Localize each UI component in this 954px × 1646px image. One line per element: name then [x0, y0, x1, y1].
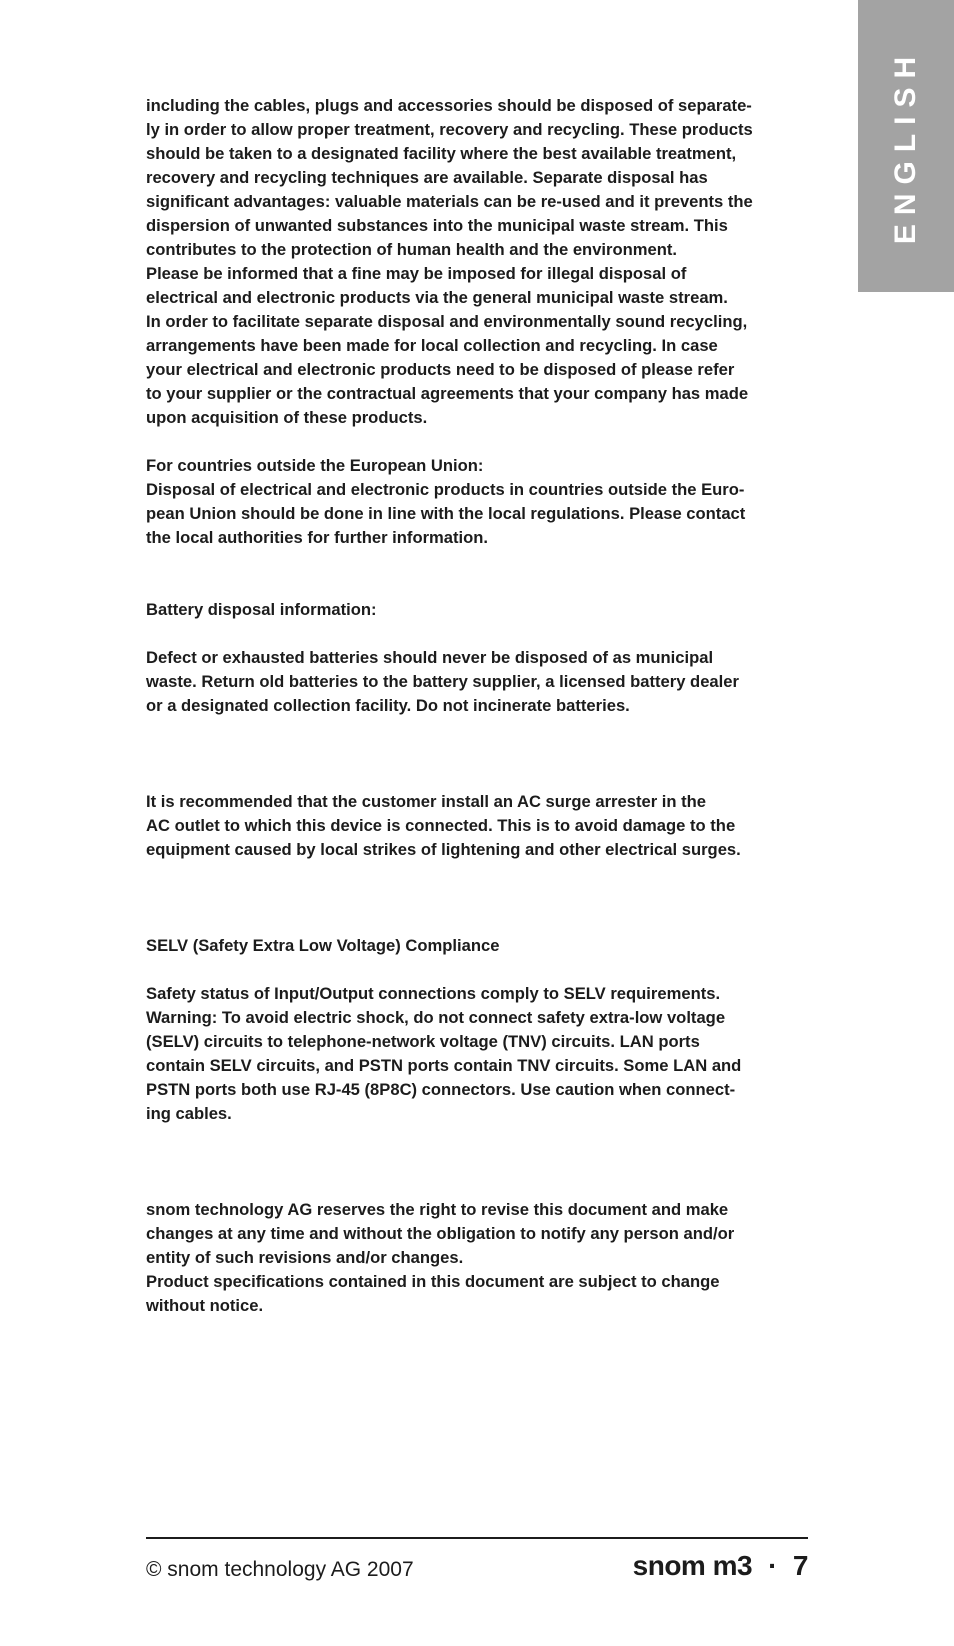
surge-paragraph: It is recommended that the customer install an AC surge arrester in the AC outlet to which this device is connected. This is to avoid damage to the equipment caused by local strikes of lightening and other electrical surges.: [146, 792, 741, 859]
footer-separator: ·: [768, 1550, 777, 1581]
language-label: ENGLISH: [889, 47, 922, 245]
page-number: 7: [792, 1550, 808, 1581]
selv-heading: SELV (Safety Extra Low Voltage) Compliance: [146, 936, 500, 955]
battery-paragraph: Defect or exhausted batteries should never be disposed of as municipal waste. Return old batteries to the battery supplier, a licensed battery dealer or a designated collection facility. Do not incinerate batteries.: [146, 648, 739, 715]
revision-paragraph: snom technology AG reserves the right to revise this document and make changes at any time and without the obligation to notify any person and/or entity of such revisions and/or changes. Product specifications contained in this document are subject to change without notice.: [146, 1200, 735, 1315]
eu-disposal-paragraph: including the cables, plugs and accessories should be disposed of separate- ly in order to allow proper treatment, recovery and recycling. These products should be taken to a designated facility where the best available treatment, recovery and recycling techniques are available. Separate disposal has significant advantages: valuable materials can be re-used and it prevents the dispersion of unwanted substances into the municipal waste stream. This contributes to the protection of human health and the environment. Please be informed that a fine may be imposed for illegal disposal of electrical and electronic products via the general municipal waste stream. In order to facilitate separate disposal and environmentally sound recycling, arrangements have been made for local collection and recycling. In case your electrical and electronic products need to be disposed of please refer to your supplier or the contractual agreements that your company has made upon acquisition of these products.: [146, 96, 753, 427]
brand-logo-text: snom m3: [632, 1550, 753, 1581]
selv-paragraph: Safety status of Input/Output connections comply to SELV requirements. Warning: To avoid electric shock, do not connect safety extra-low voltage (SELV) circuits to telephone-network voltage (TNV) circuits. LAN ports contain SELV circuits, and PSTN ports contain TNV circuits. Some LAN and PSTN ports both use RJ-45 (8P8C) connectors. Use caution when connect- ing cables.: [146, 984, 742, 1123]
footer-brand-page: [633, 1550, 808, 1582]
footer-copyright: © snom technology AG 2007: [146, 1558, 414, 1581]
language-side-tab: [858, 0, 954, 292]
document-body: [146, 94, 818, 1318]
footer-divider: [146, 1537, 808, 1539]
outside-eu-paragraph: For countries outside the European Union: Disposal of electrical and electronic products in countries outside the Euro- pean Union should be done in line with the local regulations. Please contact the local authorities for further information.: [146, 456, 746, 547]
battery-heading: Battery disposal information:: [146, 600, 377, 619]
